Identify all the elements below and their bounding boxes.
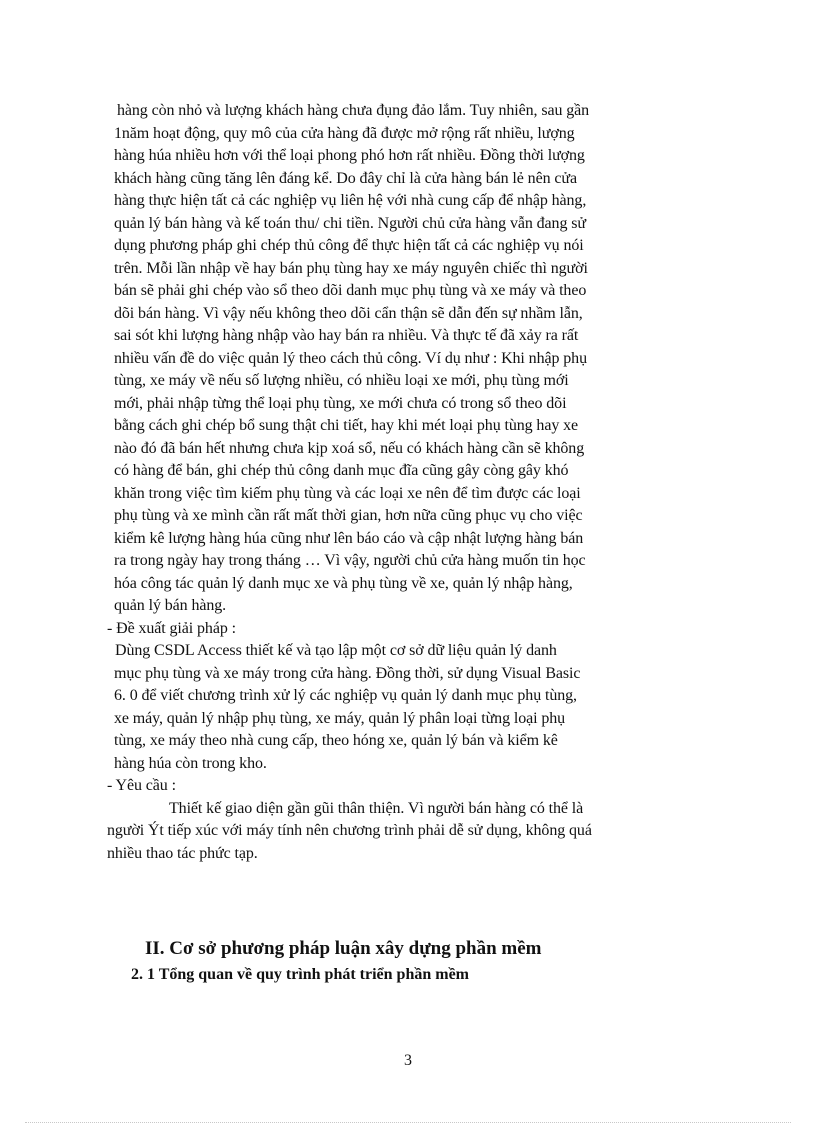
text-line: khăn trong việc tìm kiếm phụ tùng và các loại xe nên để tìm được các loại — [114, 484, 581, 502]
text-line: hàng húa còn trong kho. — [114, 754, 267, 772]
text-line: hàng còn nhỏ và lượng khách hàng chưa đụng đảo lắm. Tuy nhiên, sau gần — [117, 102, 590, 119]
text-line: nào đó đã bán hết nhưng chưa kịp xoá sổ, nếu có khách hàng cần sẽ không — [114, 439, 585, 457]
text-line: dụng phương pháp ghi chép thủ công để thực hiện tất cả các nghiệp vụ nói — [114, 237, 584, 254]
text-line: nhiều vấn đề do việc quản lý theo cách thủ công. Ví dụ như : Khi nhập phụ — [114, 349, 587, 367]
text-line: xe máy, quản lý nhập phụ tùng, xe máy, quản lý phân loại từng loại phụ — [114, 709, 566, 727]
body-text — [107, 100, 697, 865]
text-line: Dùng CSDL Access thiết kế và tạo lập một cơ sở dữ liệu quản lý danh — [115, 642, 557, 659]
text-line: Thiết kế giao diện gần gũi thân thiện. Vì người bán hàng có thể là — [169, 799, 584, 817]
text-line: quản lý bán hàng và kế toán thu/ chi tiền. Người chủ cửa hàng vẫn đang sử — [114, 214, 586, 232]
text-line: bán sẽ phải ghi chép vào sổ theo dõi danh mục phụ tùng và xe máy và theo — [114, 282, 587, 299]
text-line: 6. 0 để viết chương trình xử lý các nghiệp vụ quản lý danh mục phụ tùng, — [114, 687, 577, 704]
text-line: có hàng để bán, ghi chép thủ công danh mục đĩa cũng gây còng gây khó — [114, 462, 569, 479]
text-line: ra trong ngày hay trong tháng … Vì vậy, người chủ cửa hàng muốn tin học — [114, 552, 586, 569]
text-line: tùng, xe máy theo nhà cung cấp, theo hóng xe, quản lý bán và kiểm kê — [114, 732, 558, 749]
text-line: khách hàng cũng tăng lên đáng kể. Do đây chỉ là cửa hàng bán lẻ nên cửa — [114, 169, 577, 187]
text-line: kiểm kê lượng hàng húa cũng như lên báo cáo và cập nhật lượng hàng bán — [114, 529, 584, 547]
text-line: quản lý bán hàng. — [114, 597, 227, 614]
subsection-heading: 2. 1 Tổng quan về quy trình phát triển phần mềm — [131, 966, 469, 983]
text-line: mục phụ tùng và xe máy trong cửa hàng. Đồng thời, sử dụng Visual Basic — [114, 664, 581, 682]
proposal-paragraph — [107, 640, 697, 775]
text-line: phụ tùng và xe mình cần rất mất thời gian, hơn nữa cũng phục vụ cho việc — [114, 507, 583, 524]
text-line: mới, phải nhập từng thể loại phụ tùng, xe mới chưa có trong sổ theo dõi — [114, 394, 567, 412]
section-heading: II. Cơ sở phương pháp luận xây dựng phần mềm — [145, 938, 542, 959]
requirement-paragraph — [107, 798, 697, 866]
text-line: người Ýt tiếp xúc với máy tính nên chương trình phải dễ sử dụng, không quá — [107, 822, 592, 839]
requirement-heading: - Yêu cầu : — [107, 777, 176, 794]
text-line: trên. Mỗi lần nhập về hay bán phụ tùng hay xe máy nguyên chiếc thì người — [114, 259, 588, 277]
text-line: hàng húa nhiều hơn với thể loại phong phó hơn rất nhiều. Đồng thời lượng — [114, 147, 585, 164]
text-line: sai sót khi lượng hàng nhập vào hay bán ra nhiều. Và thực tế đã xảy ra rất — [114, 327, 579, 344]
text-line: tùng, xe máy về nếu số lượng nhiều, có nhiều loại xe mới, phụ tùng mới — [114, 372, 569, 389]
text-line: nhiều thao tác phức tạp. — [107, 844, 258, 862]
text-line: hàng thực hiện tất cả các nghiệp vụ liên hệ với nhà cung cấp để nhập hàng, — [114, 192, 587, 209]
text-line: hóa công tác quản lý danh mục xe và phụ tùng về xe, quản lý nhập hàng, — [114, 574, 573, 592]
body-paragraph — [107, 100, 697, 618]
text-line: bằng cách ghi chép bổ sung thật chi tiết, hay khi mét loại phụ tùng hay xe — [114, 417, 579, 434]
text-line: dõi bán hàng. Vì vậy nếu không theo dõi cẩn thận sẽ dẫn đến sự nhầm lẫn, — [114, 304, 583, 322]
text-line: 1năm hoạt động, quy mô của cửa hàng đã được mở rộng rất nhiều, lượng — [114, 124, 575, 142]
page-number: 3 — [404, 1052, 412, 1069]
proposal-heading: - Đề xuất giải pháp : — [107, 619, 236, 637]
